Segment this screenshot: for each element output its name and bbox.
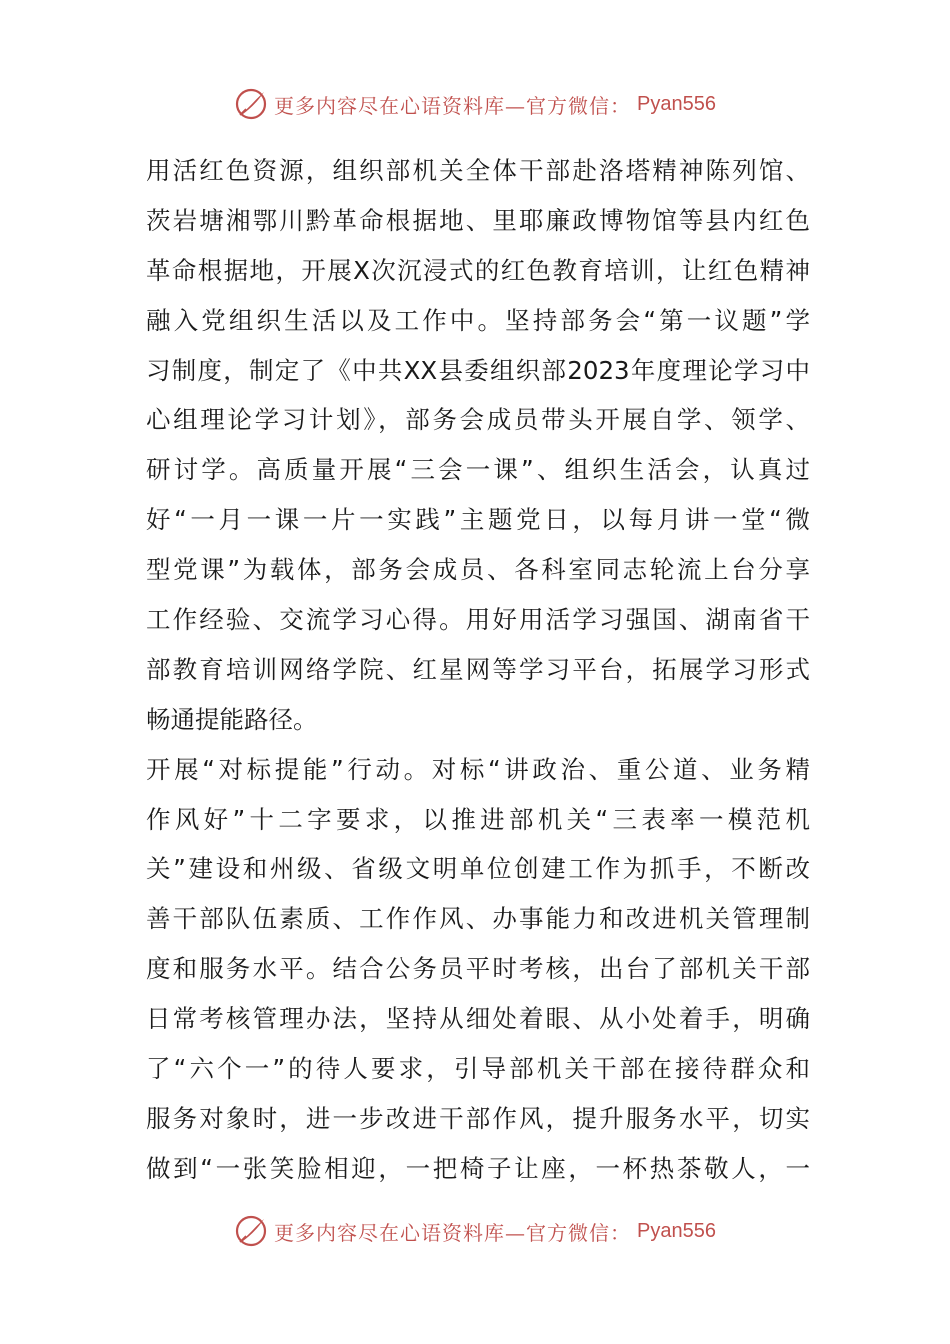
footer-watermark-banner (0, 1211, 950, 1251)
banner-wechat-id: Pyan556 (637, 92, 716, 115)
quill-logo-icon (234, 1214, 268, 1248)
body-line-20: 服务对象时，进一步改进干部作风，提升服务水平，切实 (146, 1103, 810, 1133)
body-line-9: 型党课”为载体，部务会成员、各科室同志轮流上台分享 (146, 555, 810, 585)
header-watermark-banner (0, 84, 950, 124)
document-body (146, 146, 810, 1194)
quill-logo-icon (234, 87, 268, 121)
body-line-4: 融入党组织生活以及工作中。坚持部务会“第一议题”学 (146, 305, 810, 335)
body-line-5: 习制度，制定了《中共XX县委组织部2023年度理论学习中 (146, 355, 810, 385)
body-line-12: 畅通提能路径。 (146, 704, 318, 734)
body-line-18: 日常考核管理办法，坚持从细处着眼、从小处着手，明确 (146, 1004, 810, 1034)
body-line-17: 度和服务水平。结合公务员平时考核，出台了部机关干部 (146, 954, 810, 984)
body-line-10: 工作经验、交流学习心得。用好用活学习强国、湖南省干 (146, 605, 810, 635)
body-line-3: 革命根据地，开展X次沉浸式的红色教育培训，让红色精神 (146, 255, 810, 285)
banner-text: 更多内容尽在心语资料库—官方微信： (274, 1220, 632, 1245)
body-line-15: 关”建设和州级、省级文明单位创建工作为抓手，不断改 (146, 854, 810, 884)
body-line-11: 部教育培训网络学院、红星网等学习平台，拓展学习形式 (146, 654, 810, 684)
body-line-13: 开展“对标提能”行动。对标“讲政治、重公道、业务精 (146, 754, 810, 784)
banner-wechat-id: Pyan556 (637, 1219, 716, 1242)
body-line-6: 心组理论学习计划》，部务会成员带头开展自学、领学、 (146, 405, 810, 435)
body-line-7: 研讨学。高质量开展“三会一课”、组织生活会，认真过 (146, 455, 810, 485)
body-line-14: 作风好”十二字要求，以推进部机关“三表率一模范机 (146, 804, 810, 834)
body-line-2: 茨岩塘湘鄂川黔革命根据地、里耶廉政博物馆等县内红色 (146, 205, 810, 235)
banner-text: 更多内容尽在心语资料库—官方微信： (274, 93, 632, 118)
body-line-21: 做到“一张笑脸相迎，一把椅子让座，一杯热茶敬人，一 (146, 1153, 810, 1183)
body-line-1: 用活红色资源，组织部机关全体干部赴洛塔精神陈列馆、 (146, 156, 810, 185)
body-line-19: 了“六个一”的待人要求，引导部机关干部在接待群众和 (146, 1054, 810, 1084)
body-line-16: 善干部队伍素质、工作作风、办事能力和改进机关管理制 (146, 904, 810, 934)
body-line-8: 好“一月一课一片一实践”主题党日，以每月讲一堂“微 (146, 505, 810, 535)
